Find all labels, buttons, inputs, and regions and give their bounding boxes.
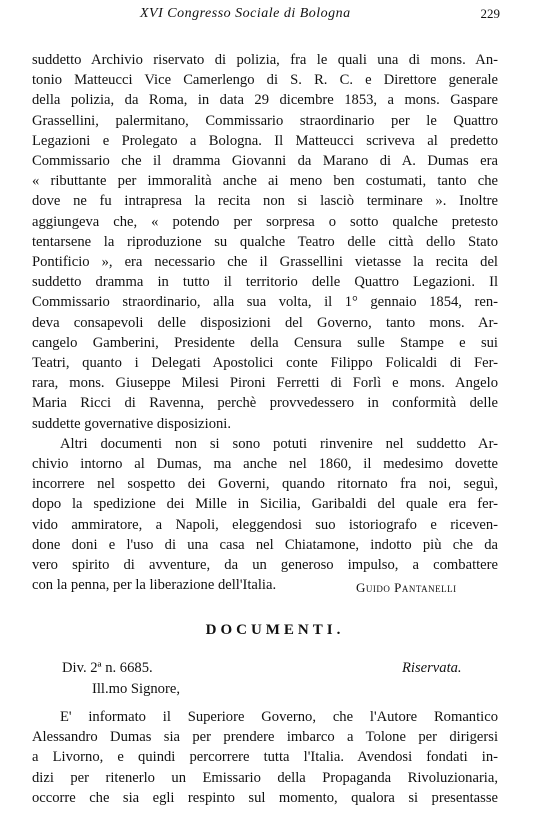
text-line: « ributtante per immoralità anche ai meno ben costumati, tanto che xyxy=(32,173,498,190)
text-line: Pontificio », era necessario che il Grassellini vietasse la recita del xyxy=(32,254,498,271)
salutation: Ill.mo Signore, xyxy=(92,681,180,697)
text-line: Teatri, quanto i Delegati Apostolici conte Filippo Folicaldi di Fer- xyxy=(32,355,498,372)
text-line: deva consapevoli delle disposizioni del Governo, tanto mons. Ar- xyxy=(32,314,498,331)
text-line: chivio intorno al Dumas, ma anche nel 1860, il medesimo dovette xyxy=(32,456,498,473)
text-line: vido ammiratore, a Napoli, eleggendosi suo istoriografo e riceven- xyxy=(32,516,498,533)
text-line: Alessandro Dumas sia per prendere imbarco a Tolone per dirigersi xyxy=(32,729,498,746)
document-body xyxy=(32,707,498,808)
text-line: Commissario straordinario, alla sua volta, il 1° gennaio 1854, ren- xyxy=(32,294,498,311)
text-line: Legazioni e Prolegato a Bologna. Il Matteucci scriveva al predetto xyxy=(32,132,498,149)
text-line: suddetto dramma in tutto il territorio delle Quattro Legazioni. Il xyxy=(32,274,498,291)
text-line: della polizia, da Roma, in data 29 dicembre 1853, a mons. Gaspare xyxy=(32,92,498,109)
author-signature: Guido Pantanelli xyxy=(356,580,457,595)
text-line: tentarsene la riproduzione su qualche Teatro delle città dello Stato xyxy=(32,233,498,250)
text-line: rara, mons. Giuseppe Milesi Pironi Ferretti di Forlì e mons. Angelo xyxy=(32,375,498,392)
text-line: vero spirito di avventure, da un generoso impulso, a combattere xyxy=(32,557,498,574)
document-reference: Div. 2ª n. 6685. xyxy=(62,660,153,676)
running-title: XVI Congresso Sociale di Bologna xyxy=(140,6,351,21)
text-line: Altri documenti non si sono potuti rinvenire nel suddetto Ar- xyxy=(60,435,498,452)
article-body xyxy=(32,50,498,595)
text-line: Commissario che il dramma Giovanni da Marano di A. Dumas era xyxy=(32,153,498,170)
text-line: incorrere nel sospetto dei Governi, quando ritornato fra noi, seguì, xyxy=(32,476,498,493)
text-line: con la penna, per la liberazione dell'Italia. xyxy=(32,577,277,594)
page-header xyxy=(0,4,550,26)
text-line: dove ne fu intrapresa la recita non si lasciò terminare ». Inoltre xyxy=(32,193,498,210)
page-number: 229 xyxy=(480,6,500,21)
text-line: E' informato il Superiore Governo, che l'Autore Romantico xyxy=(60,709,498,725)
text-line: aggiungeva che, « potendo per sorpresa o sotto qualche pretesto xyxy=(32,213,498,230)
text-line: suddetto Archivio riservato di polizia, fra le quali una di mons. An- xyxy=(32,52,498,68)
document-classification: Riservata. xyxy=(402,660,462,676)
text-line: dopo la spedizione dei Mille in Sicilia, Garibaldi del quale era fer- xyxy=(32,496,498,513)
section-title: DOCUMENTI. xyxy=(205,622,345,638)
text-line: dizi per ritenerlo un Emissario della Propaganda Rivoluzionaria, xyxy=(32,769,498,786)
text-line: Maria Ricci di Ravenna, perchè provvedessero in conformità delle xyxy=(32,395,498,412)
text-line: suddette governative disposizioni. xyxy=(32,415,232,432)
text-line: a Livorno, e quindi percorrere tutta l'Italia. Avendosi fondati in- xyxy=(32,749,498,766)
text-line: occorre che sia egli respinto sul momento, qualora si presentasse xyxy=(32,789,498,806)
text-line: done doni e l'uso di una casa nel Chiatamone, indotto più che da xyxy=(32,536,498,553)
text-line: Grassellini, palermitano, Commissario straordinario per le Quattro xyxy=(32,112,498,129)
text-line: tonio Matteucci Vice Camerlengo di S. R. C. e Direttore generale xyxy=(32,72,498,89)
text-line: cangelo Gamberini, Presidente della Censura sulle Stampe e sui xyxy=(32,334,498,351)
